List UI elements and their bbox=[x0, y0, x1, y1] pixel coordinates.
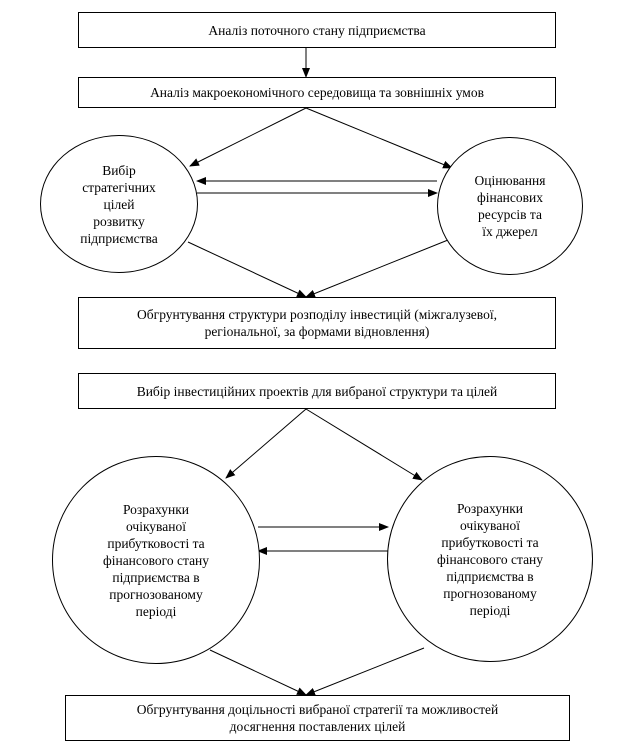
strategy-justification-box bbox=[65, 695, 570, 741]
arrow-projects-to-calc-left bbox=[226, 409, 306, 478]
project-choice-box bbox=[78, 373, 556, 409]
arrow-macro-to-goals bbox=[190, 108, 306, 166]
assessment-finance-circle bbox=[437, 137, 583, 275]
investment-structure-label: Обгрунтування структури розподілу інвестицій (міжгалузевої, регіональної, за формами відновлення) bbox=[137, 307, 497, 339]
arrow-calc-left-to-justification bbox=[210, 650, 306, 695]
arrow-macro-to-finance bbox=[306, 108, 452, 168]
analysis-current-state-box bbox=[78, 12, 556, 48]
analysis-macro-label: Аналіз макроекономічного середовища та зовнішніх умов bbox=[150, 85, 484, 100]
project-choice-label: Вибір інвестиційних проектів для вибраної структури та цілей bbox=[136, 383, 498, 399]
arrow-goals-to-structure bbox=[188, 242, 306, 297]
assessment-finance-label: Оцінювання фінансових ресурсів та їх джерел bbox=[474, 173, 546, 239]
strategy-justification-label: Обгрунтування доцільності вибраної стратегії та можливостей досягнення поставлених цілей bbox=[136, 702, 499, 734]
arrow-calc-right-to-justification bbox=[306, 648, 424, 695]
investment-structure-box bbox=[78, 297, 556, 349]
calc-right-circle bbox=[387, 456, 593, 662]
choice-goals-label: Вибір стратегічних цілей розвитку підприємства bbox=[80, 162, 158, 246]
choice-goals-circle bbox=[40, 135, 198, 273]
arrow-finance-to-structure bbox=[306, 240, 448, 297]
calc-left-label: Розрахунки очікуваної прибутковості та фінансового стану підприємства в прогнозованому періоді bbox=[102, 501, 210, 619]
calc-left-circle bbox=[52, 456, 260, 664]
arrow-projects-to-calc-right bbox=[306, 409, 422, 480]
analysis-current-state-label: Аналіз поточного стану підприємства bbox=[208, 22, 426, 38]
calc-right-label: Розрахунки очікуваної прибутковості та фінансового стану підприємства в прогнозованому періоді bbox=[436, 500, 544, 618]
analysis-macro-box bbox=[78, 77, 556, 108]
